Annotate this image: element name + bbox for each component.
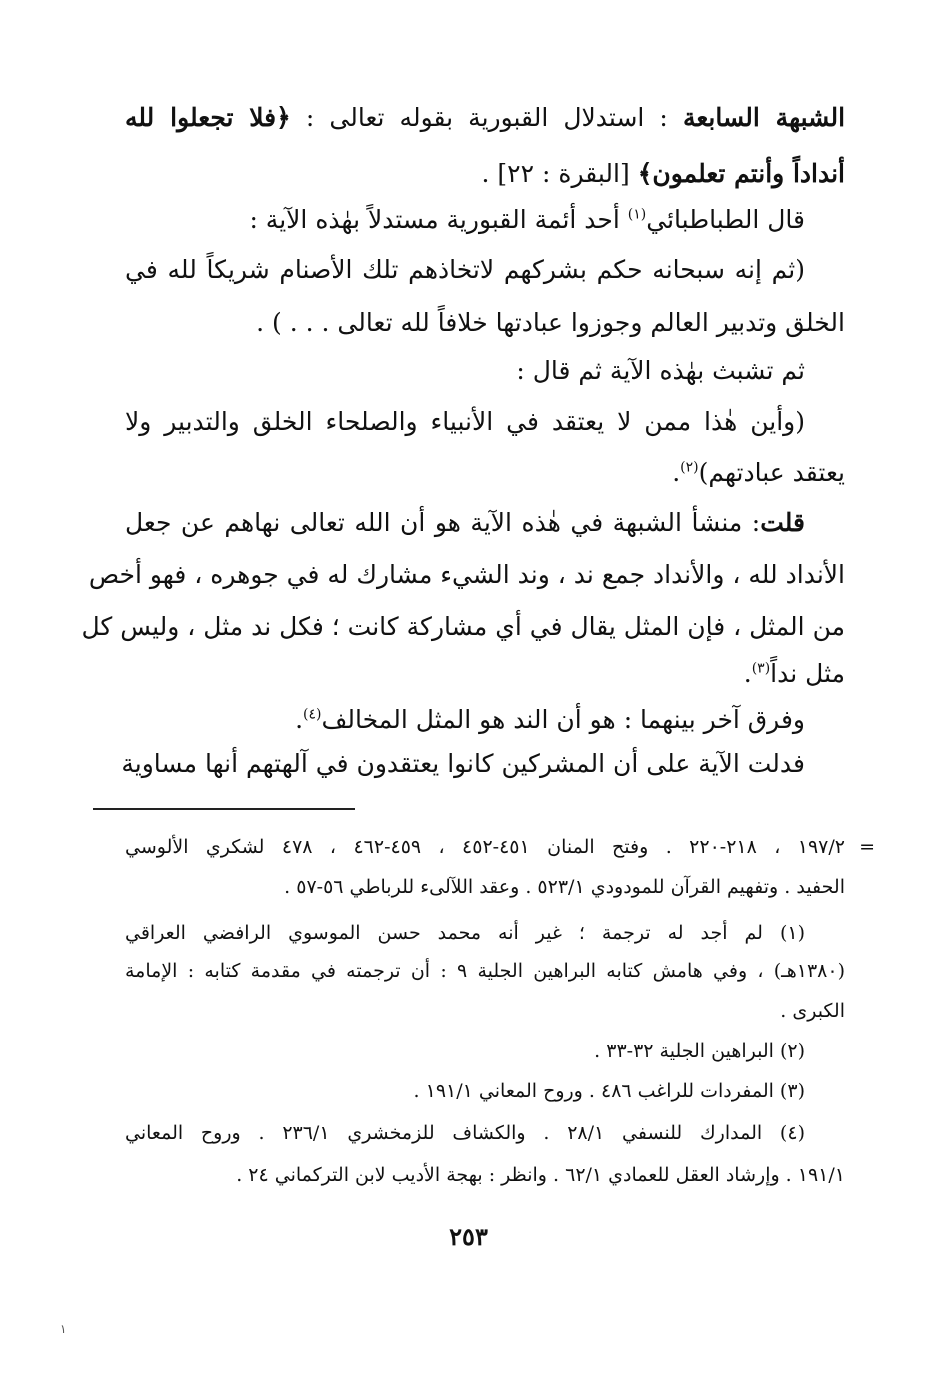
footnote-2 bbox=[125, 1032, 845, 1070]
body-line-2 bbox=[125, 148, 845, 200]
body-text: يعتقد عبادتهم) bbox=[698, 458, 845, 487]
body-line-10 bbox=[88, 549, 845, 601]
qultu-label: قلت bbox=[760, 508, 805, 537]
body-line-3 bbox=[125, 194, 845, 246]
footnote-text: الكبرى . bbox=[780, 1000, 845, 1022]
footnote-4-line-1 bbox=[125, 1114, 845, 1152]
footnote-4-line-2 bbox=[125, 1156, 845, 1194]
body-line-5 bbox=[125, 297, 845, 349]
quran-quote: أنداداً وأنتم تعلمون﴾ bbox=[637, 159, 845, 188]
body-text: . bbox=[672, 458, 681, 487]
footnote-ref: (٣) bbox=[751, 660, 771, 677]
body-text: ثم تشبث بهٰذه الآية ثم قال : bbox=[516, 356, 805, 385]
footnote-text: (١٣٨٠هـ) ، وفي هامش كتابه البراهين الجلية ٩ : أن ترجمته في مقدمة كتابه : الإمامة bbox=[125, 960, 845, 982]
footnote-text: الحفيد . وتفهيم القرآن للمودودي ٥٢٣/١ . وعقد اللآلىء للرباطي ٥٦-٥٧ . bbox=[284, 876, 845, 898]
body-text: الخلق وتدبير العالم وجوزوا عبادتها خلافاً لله تعالى . . . ) . bbox=[256, 308, 845, 337]
body-text: قال الطباطبائي bbox=[646, 205, 805, 234]
edge-mark: ١ bbox=[60, 1322, 67, 1336]
body-text: . bbox=[295, 705, 304, 734]
footnote-separator bbox=[93, 808, 355, 810]
body-line-11 bbox=[81, 601, 845, 653]
body-text: مثل نداً bbox=[770, 659, 845, 688]
body-line-4 bbox=[125, 244, 845, 296]
footnote-text: ١٩١/١ . وإرشاد العقل للعمادي ٦٢/١ . وانظر : بهجة الأديب لابن التركماني ٢٤ . bbox=[236, 1164, 845, 1186]
body-text: الأنداد لله ، والأنداد جمع ند ، وند الشيء مشارك له في جوهره ، فهو أخص bbox=[88, 560, 845, 589]
body-text: من المثل ، فإن المثل يقال في أي مشاركة كانت ؛ فكل ند مثل ، وليس كل bbox=[81, 612, 845, 641]
body-text: (ثم إنه سبحانه حكم بشركهم لاتخاذهم تلك الأصنام شريكاً لله في bbox=[125, 255, 805, 284]
body-line-8 bbox=[125, 447, 845, 499]
page-number: ٢٥٣ bbox=[449, 1222, 488, 1251]
body-text: أحد أئمة القبورية مستدلاً بهٰذه الآية : bbox=[249, 205, 620, 234]
footnote-text: ١٩٧/٢ ، ٢١٨-٢٢٠ . وفتح المنان ٤٥١-٤٥٢ ، ٤٥٩-٤٦٢ ، ٤٧٨ لشكري الألوسي bbox=[125, 836, 845, 858]
footnote-1-line-3 bbox=[125, 992, 845, 1030]
quran-reference: [البقرة : ٢٢] . bbox=[481, 159, 630, 188]
body-line-12 bbox=[125, 648, 845, 700]
footnote-text: (٤) المدارك للنسفي ٢٨/١ . والكشاف للزمخشري ٢٣٦/١ . وروح المعاني bbox=[125, 1122, 805, 1144]
body-text: . bbox=[743, 659, 752, 688]
footnote-ref: (٤) bbox=[303, 706, 322, 723]
quran-quote: ﴿فلا تجعلوا لله bbox=[125, 103, 291, 132]
footnote-1-line-1 bbox=[125, 914, 845, 952]
body-line-7 bbox=[125, 396, 845, 448]
body-line-1 bbox=[125, 92, 845, 144]
body-text: : منشأ الشبهة في هٰذه الآية هو أن الله تعالى نهاهم عن جعل bbox=[125, 508, 761, 537]
body-text: (وأين هٰذا ممن لا يعتقد في الأنبياء والصلحاء الخلق والتدبير ولا bbox=[125, 407, 805, 436]
footnote-text: (٣) المفردات للراغب ٤٨٦ . وروح المعاني ١٩١/١ . bbox=[413, 1080, 805, 1102]
footnote-text: (٢) البراهين الجلية ٣٢-٣٣ . bbox=[594, 1040, 805, 1062]
heading-seventh-doubt: الشبهة السابعة bbox=[682, 103, 846, 132]
continuation-mark: = bbox=[859, 836, 875, 858]
footnote-cont-line-1 bbox=[125, 828, 875, 866]
body-line-9 bbox=[125, 497, 845, 549]
body-text: فدلت الآية على أن المشركين كانوا يعتقدون في آلهتهم أنها مساوية bbox=[121, 749, 805, 778]
footnote-ref: (١) bbox=[627, 206, 647, 223]
footnote-cont-line-2 bbox=[125, 868, 845, 906]
footnote-1-line-2 bbox=[125, 952, 845, 990]
footnote-text: (١) لم أجد له ترجمة ؛ غير أنه محمد حسن الموسوي الرافضي العراقي bbox=[125, 922, 805, 944]
body-text: وفرق آخر بينهما : هو أن الند هو المثل المخالف bbox=[321, 705, 805, 734]
body-line-14 bbox=[121, 738, 845, 790]
body-line-6 bbox=[125, 345, 845, 397]
body-text: : استدلال القبورية بقوله تعالى : bbox=[305, 103, 668, 132]
footnote-3 bbox=[125, 1072, 845, 1110]
footnote-ref: (٢) bbox=[680, 459, 699, 476]
